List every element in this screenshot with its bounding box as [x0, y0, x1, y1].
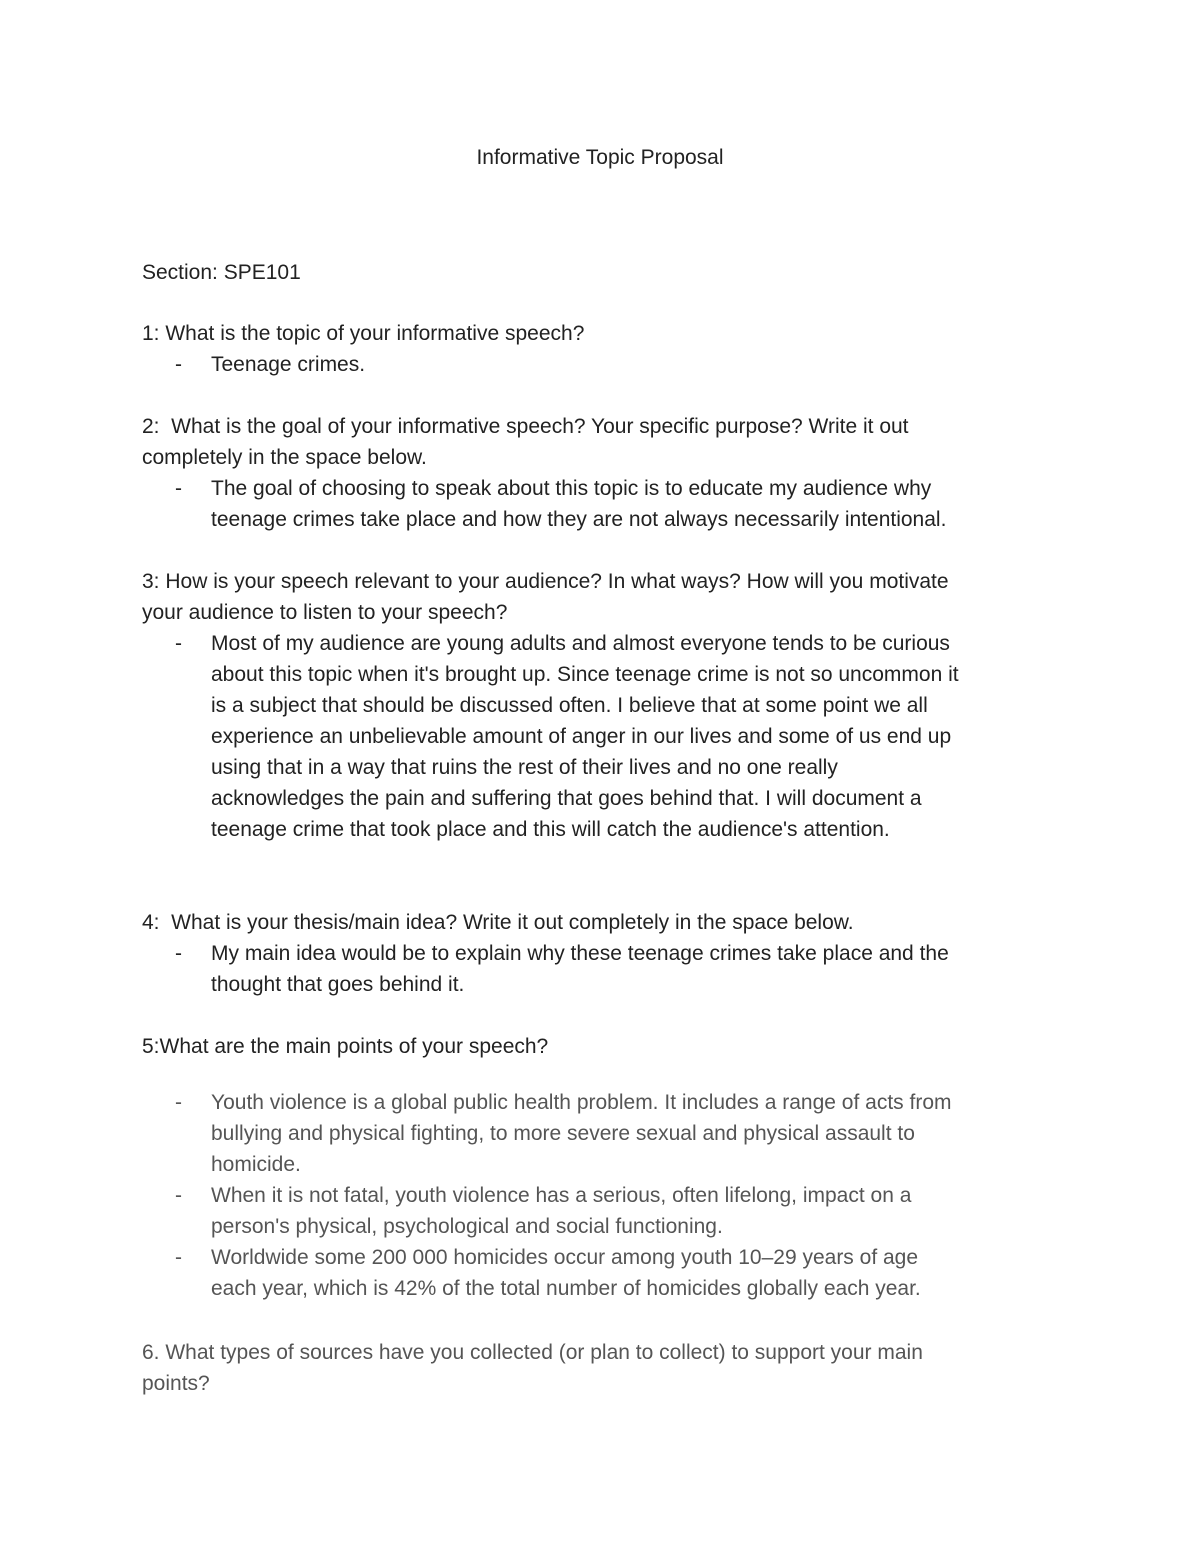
main-point: [142, 1087, 1062, 1180]
main-point: [142, 1180, 1062, 1242]
section-label: [142, 257, 1062, 288]
bullet-dash: -: [175, 477, 182, 500]
question-5: [142, 1031, 1062, 1062]
question-1-text: 1: What is the topic of your informative speech?: [142, 322, 585, 345]
point-line: homicide.: [211, 1153, 301, 1176]
main-points-list: [142, 1087, 1062, 1304]
bullet-dash: -: [175, 1246, 182, 1269]
bullet-dash: -: [175, 1091, 182, 1114]
answer-line: teenage crime that took place and this will catch the audience's attention.: [211, 818, 890, 841]
answer-line: experience an unbelievable amount of anger in our lives and some of us end up: [211, 725, 952, 748]
question-4: [142, 907, 1062, 1000]
answer-line: Teenage crimes.: [211, 353, 366, 376]
point-line: each year, which is 42% of the total number of homicides globally each year.: [211, 1277, 921, 1300]
section-text: Section: SPE101: [142, 261, 301, 284]
answer-4: [142, 938, 1062, 1000]
answer-line: Most of my audience are young adults and almost everyone tends to be curious: [211, 632, 950, 655]
answer-line: about this topic when it's brought up. Since teenage crime is not so uncommon it: [211, 663, 959, 686]
document-title: Informative Topic Proposal: [476, 146, 724, 169]
point-line: bullying and physical fighting, to more severe sexual and physical assault to: [211, 1122, 915, 1145]
point-line: When it is not fatal, youth violence has a serious, often lifelong, impact on a: [211, 1184, 912, 1207]
answer-line: My main idea would be to explain why these teenage crimes take place and the: [211, 942, 949, 965]
answer-1: [142, 349, 1062, 380]
bullet-dash: -: [175, 942, 182, 965]
answer-2: [142, 473, 1062, 535]
bullet-dash: -: [175, 1184, 182, 1207]
question-2: [142, 411, 1062, 535]
question-2-line: completely in the space below.: [142, 446, 427, 469]
point-line: Worldwide some 200 000 homicides occur among youth 10–29 years of age: [211, 1246, 919, 1269]
answer-line: The goal of choosing to speak about this topic is to educate my audience why: [211, 477, 932, 500]
question-6-line: 6. What types of sources have you collected (or plan to collect) to support your main: [142, 1341, 923, 1364]
answer-line: is a subject that should be discussed often. I believe that at some point we all: [211, 694, 928, 717]
answer-line: using that in a way that ruins the rest of their lives and no one really: [211, 756, 838, 779]
answer-line: teenage crimes take place and how they are not always necessarily intentional.: [211, 508, 947, 531]
point-line: Youth violence is a global public health problem. It includes a range of acts from: [211, 1091, 952, 1114]
bullet-dash: -: [175, 632, 182, 655]
question-6: [142, 1337, 1062, 1399]
question-6-line: points?: [142, 1372, 210, 1395]
bullet-dash: -: [175, 353, 182, 376]
point-line: person's physical, psychological and social functioning.: [211, 1215, 723, 1238]
question-3-line: your audience to listen to your speech?: [142, 601, 508, 624]
question-2-line: 2: What is the goal of your informative speech? Your specific purpose? Write it out: [142, 415, 909, 438]
main-point: [142, 1242, 1062, 1304]
question-3: [142, 566, 1062, 845]
question-4-text: 4: What is your thesis/main idea? Write it out completely in the space below.: [142, 911, 854, 934]
answer-line: acknowledges the pain and suffering that goes behind that. I will document a: [211, 787, 922, 810]
question-3-line: 3: How is your speech relevant to your audience? In what ways? How will you motivate: [142, 570, 949, 593]
question-1: [142, 318, 1062, 380]
question-5-text: 5:What are the main points of your speech?: [142, 1035, 549, 1058]
answer-line: thought that goes behind it.: [211, 973, 465, 996]
answer-3: [142, 628, 1062, 845]
